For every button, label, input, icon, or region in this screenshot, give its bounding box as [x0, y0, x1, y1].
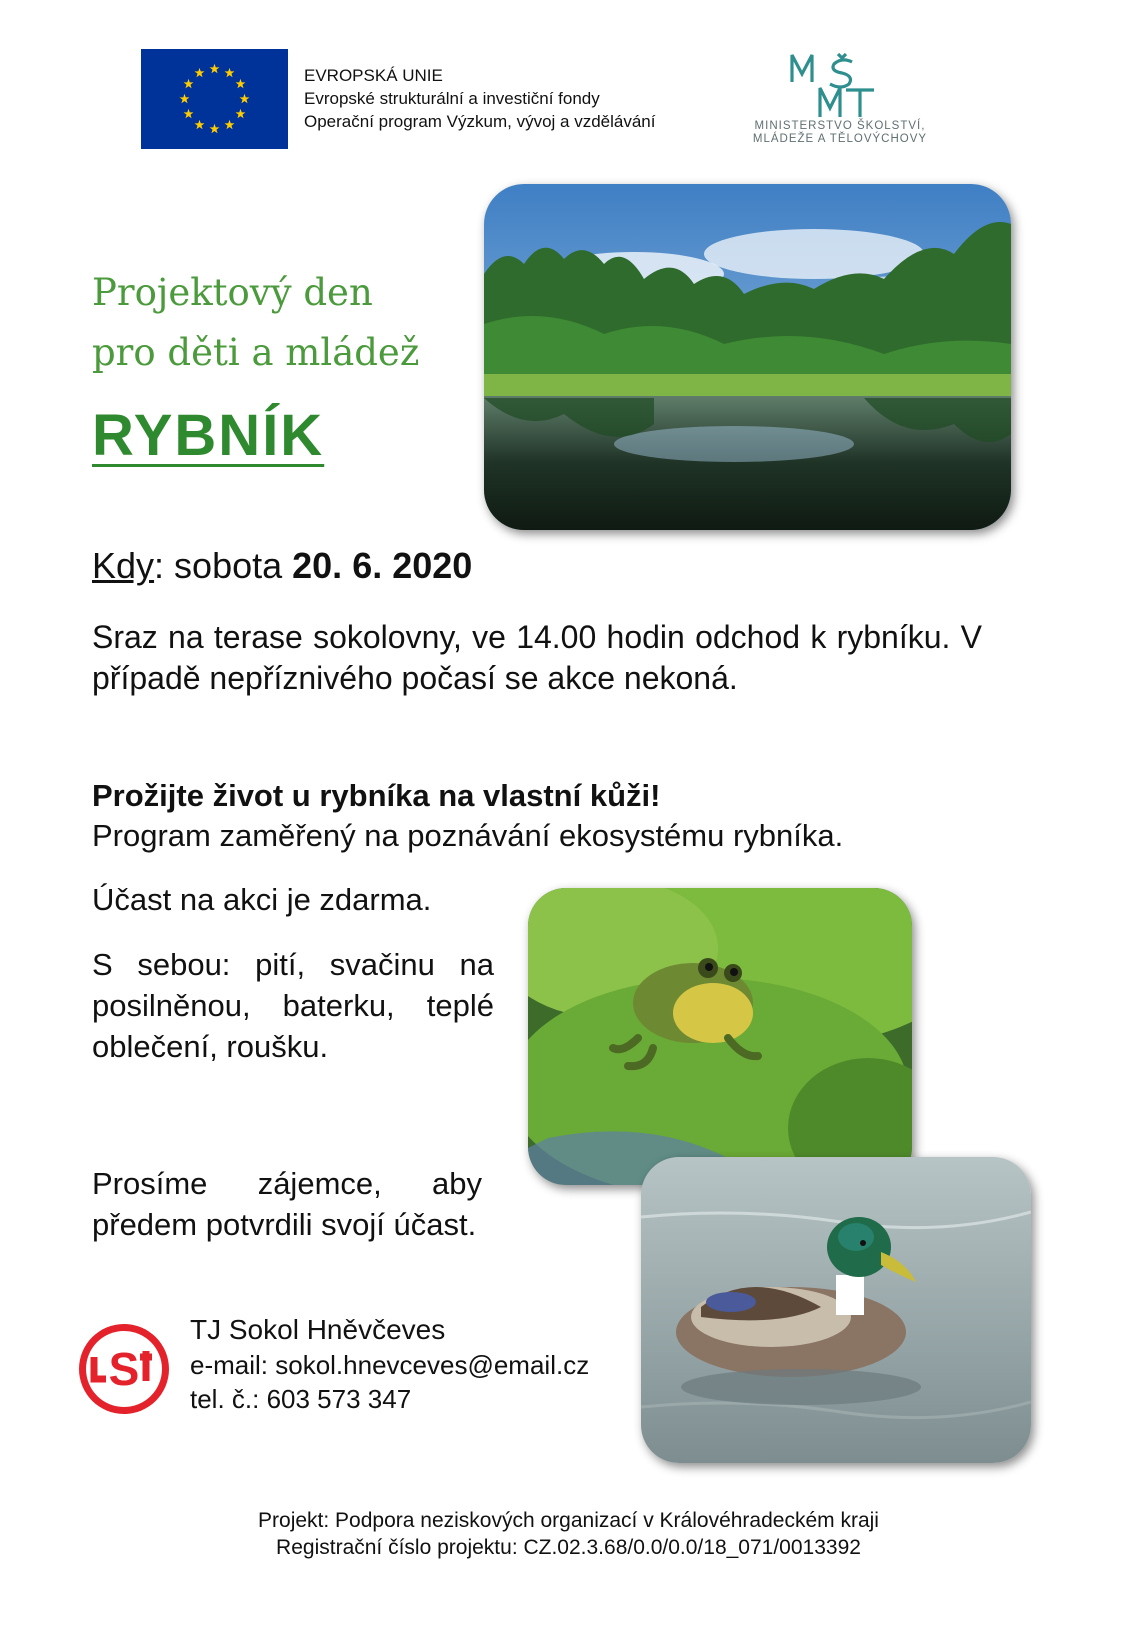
title-line2: pro děti a mládež	[92, 331, 420, 374]
eu-star	[180, 94, 190, 103]
sokol-logo	[76, 1321, 172, 1417]
title-line1: Projektový den	[92, 271, 373, 314]
eu-stars-icon	[141, 49, 288, 149]
contact-phone: tel. č.: 603 573 347	[190, 1384, 412, 1414]
eu-line2: Evropské strukturální a investiční fondy	[304, 89, 600, 108]
eu-line3: Operační program Výzkum, vývoj a vzdělávání	[304, 112, 656, 131]
duck-photo	[641, 1157, 1031, 1463]
event-date	[92, 542, 472, 590]
msmt-line1: MINISTERSTVO ŠKOLSTVÍ,	[754, 120, 926, 132]
when-label: Kdy	[92, 545, 155, 586]
svg-text:S: S	[108, 1343, 140, 1395]
eu-star	[184, 109, 194, 118]
eu-star	[210, 124, 220, 133]
frog-photo	[528, 888, 912, 1185]
eu-star	[195, 120, 205, 129]
eu-star	[195, 68, 205, 77]
eu-text-block	[304, 64, 655, 133]
when-day: : sobota	[154, 545, 293, 586]
eu-star	[225, 120, 235, 129]
contact-block	[190, 1312, 589, 1416]
footer-project: Projekt: Podpora neziskových organizací v Královéhradeckém kraji	[258, 1509, 879, 1532]
eu-star	[184, 79, 194, 88]
free-entry-note: Účast na akci je zdarma.	[92, 882, 432, 917]
page-title: RYBNÍK	[92, 403, 325, 468]
meeting-info: Sraz na terase sokolovny, ve 14.00 hodin odchod k rybníku. V případě nepříznivého počasí se akce nekoná.	[92, 619, 982, 696]
eu-star	[240, 94, 250, 103]
eu-star	[236, 109, 246, 118]
eu-star	[236, 79, 246, 88]
eu-line1: EVROPSKÁ UNIE	[304, 66, 443, 85]
program-description: Program zaměřený na poznávání ekosystému rybníka.	[92, 818, 844, 853]
event-subtitle	[92, 263, 419, 383]
footer	[0, 1507, 1137, 1561]
footer-registration: Registrační číslo projektu: CZ.02.3.68/0.0/0.0/18_071/0013392	[276, 1536, 861, 1559]
when-date: 20. 6. 2020	[292, 545, 473, 586]
pond-photo	[484, 184, 1011, 530]
eu-star	[225, 68, 235, 77]
msmt-text	[742, 120, 938, 146]
eu-flag-logo	[141, 49, 288, 149]
msmt-line2: MLÁDEŽE A TĚLOVÝCHOVY	[752, 133, 928, 145]
confirm-request: Prosíme zájemce, aby předem potvrdili svojí účast.	[92, 1166, 482, 1242]
organization-name: TJ Sokol Hněvčeves	[190, 1314, 446, 1345]
slogan: Prožijte život u rybníka na vlastní kůži!	[92, 778, 661, 813]
eu-star	[210, 64, 220, 73]
what-to-bring: S sebou: pití, svačinu na posilněnou, baterku, teplé oblečení, roušku.	[92, 947, 494, 1064]
contact-email: e-mail: sokol.hnevceves@email.cz	[190, 1350, 590, 1380]
